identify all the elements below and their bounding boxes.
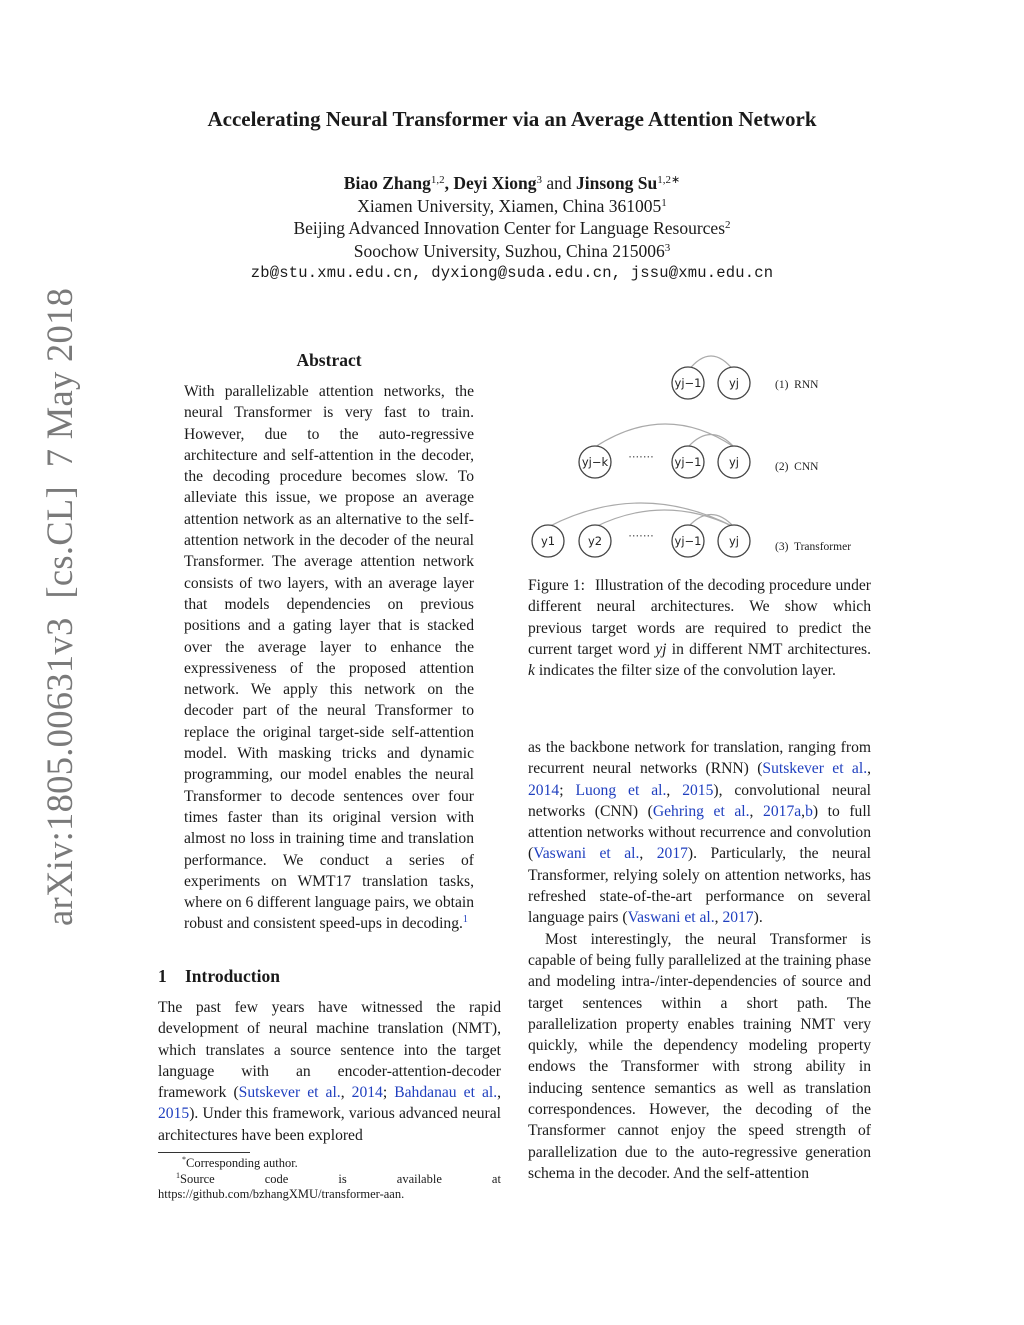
affiliation: Beijing Advanced Innovation Center for Language Resources$^2$ bbox=[293, 218, 731, 238]
citation-link[interactable]: Sutskever et al. bbox=[238, 1084, 341, 1102]
dependency-arc bbox=[595, 424, 734, 447]
footnote-source-code: $^1$Source code is available at bbox=[176, 1170, 501, 1186]
node-label: yj bbox=[728, 455, 740, 469]
section-heading bbox=[158, 966, 280, 987]
citation-link[interactable]: Sutskever et al. bbox=[762, 760, 868, 778]
node-label: y2 bbox=[587, 534, 603, 548]
author-separator: , bbox=[444, 173, 454, 193]
intro-paragraph: The past few years have witnessed the rapid development of neural machine translation (NMT), which translates a source sentence into the target language with an encoder-attention-decoder framework (Sutskever et al., 2014; Bahdanau et al., 2015). Under this framework, various advanced neural architectures have been explored bbox=[158, 999, 502, 1144]
author-superscript: 1,2∗ bbox=[657, 174, 681, 186]
citation-link[interactable]: 2017 bbox=[656, 845, 688, 863]
footnote-url[interactable]: https://github.com/bzhangXMU/transformer-aan. bbox=[158, 1187, 405, 1201]
author-block bbox=[0, 172, 1024, 285]
abstract-body: With parallelizable attention networks, the neural Transformer is very fast to train. However, due to the auto-regressive architecture and self-attention in the decoder, the decoding procedure becomes slow. To alleviate this issue, we propose an average attention network as an alternative to the self-attention network in the decoder of the neural Transformer. The average attention network consists of two layers, with an average layer that models dependencies on previous positions and a gating layer that is stacked over the average layer to enhance the expressiveness of the proposed attention network. We apply this network on the decoder part of the neural Transformer to replace the original target-side self-attention model. With masking tricks and dynamic programming, our model enables the neural Transformer to decode sentences over four times faster than its original version with almost no loss in training time and translation performance. We conduct a series of experiments on WMT17 translation tasks, where on 6 different language pairs, we obtain robust and consistent speed-ups in decoding.$^1$ bbox=[184, 383, 474, 933]
citation-link[interactable]: Vaswani et al. bbox=[533, 845, 640, 863]
row-label: (2) CNN bbox=[775, 461, 819, 473]
math-variable: yj bbox=[655, 640, 667, 658]
citation-link[interactable]: Vaswani et al. bbox=[627, 909, 715, 927]
arxiv-stamp: arXiv:1805.00631v3 [cs.CL] 7 May 2018 bbox=[39, 287, 80, 926]
node-label: yj−1 bbox=[674, 534, 702, 548]
node-label: yj−1 bbox=[674, 455, 702, 469]
footnotes bbox=[158, 1156, 501, 1203]
author-superscript: 3 bbox=[536, 174, 542, 186]
ellipsis-label: ······· bbox=[628, 529, 654, 543]
footnote-corresponding: *Corresponding author. bbox=[182, 1155, 298, 1170]
author-name: Jinsong Su bbox=[576, 173, 658, 193]
figure-caption: Figure 1: Illustration of the decoding procedure under different neural architectures. We show which previous target words are required to predict the current target word yj in different NMT architectures. k indicates the filter size of the convolution layer. bbox=[528, 577, 871, 680]
ellipsis-label: ······· bbox=[628, 450, 654, 464]
citation-link[interactable]: 2015 bbox=[682, 781, 714, 799]
author-name: Deyi Xiong bbox=[453, 173, 537, 193]
citation-link[interactable]: 2017 bbox=[722, 909, 754, 927]
citation-link[interactable]: 2015 bbox=[158, 1105, 190, 1123]
node-label: yj−k bbox=[581, 455, 609, 469]
footnote-marker[interactable]: 1 bbox=[462, 914, 468, 926]
citation-link[interactable]: Bahdanau et al. bbox=[394, 1084, 498, 1102]
footnote-divider bbox=[158, 1152, 250, 1153]
dependency-arc bbox=[595, 510, 734, 527]
node-label: yj bbox=[728, 534, 740, 548]
right-column-text bbox=[528, 737, 871, 1184]
citation-link[interactable]: Gehring et al. bbox=[652, 802, 750, 820]
paper-title: Accelerating Neural Transformer via an Average Attention Network bbox=[207, 107, 817, 131]
row-label: (1) RNN bbox=[775, 379, 819, 391]
affiliation: Xiamen University, Xiamen, China 361005$^1$ bbox=[357, 195, 667, 216]
section-title: Introduction bbox=[185, 966, 280, 986]
node-label: yj−1 bbox=[674, 376, 702, 390]
node-label: yj bbox=[728, 376, 740, 390]
abstract-heading: Abstract bbox=[296, 350, 362, 370]
citation-link[interactable]: 2014 bbox=[528, 781, 560, 799]
paragraph: Most interestingly, the neural Transformer is capable of being fully parallelized at the training phase and modeling intra-/inter-dependencies of source and target sentences within a short path. The parallelization property enables training NMT very quickly, while the dependency modeling property endows the Transformer with strong ability in inducing sentence semantics as well as translation correspondences. However, the decoding of the Transformer cannot enjoy the speed strength of parallelization due to the auto-regressive generation schema in the decoder. And the self-attention bbox=[528, 930, 871, 1182]
node-label: y1 bbox=[540, 534, 556, 548]
author-emails: zb@stu.xmu.edu.cn, dyxiong@suda.edu.cn, jssu@xmu.edu.cn bbox=[250, 264, 774, 282]
section-number: 1 bbox=[158, 966, 167, 986]
row-label: (3) Transformer bbox=[775, 541, 852, 553]
figure-label: Figure 1: bbox=[528, 577, 585, 594]
citation-link[interactable]: Luong et al. bbox=[575, 781, 667, 799]
decoding-diagram bbox=[526, 345, 871, 560]
paragraph: as the backbone network for translation, ranging from recurrent neural networks (RNN) (Sutskever et al., 2014; Luong et al., 2015), convolutional neural networks (CNN) (Gehring et al., 2017a,b) to full attention networks without recurrence and convolution (Vaswani et al., 2017). Particularly, the neural Transformer, relying solely on attention networks, has refreshed state-of-the-art performance on several language pairs (Vaswani et al., 2017). bbox=[528, 739, 872, 927]
dependency-arc bbox=[688, 435, 734, 448]
author-separator: and bbox=[541, 173, 576, 193]
citation-link[interactable]: 2014 bbox=[351, 1084, 383, 1102]
author-name: Biao Zhang bbox=[343, 173, 431, 193]
figure-1 bbox=[526, 345, 871, 560]
author-line bbox=[0, 172, 1024, 195]
citation-link[interactable]: 2017a bbox=[763, 802, 802, 820]
math-variable: k bbox=[528, 662, 535, 680]
citation-link[interactable]: b bbox=[805, 802, 813, 820]
affiliation: Soochow University, Suzhou, China 215006$^3$ bbox=[353, 240, 671, 261]
author-superscript: 1,2 bbox=[430, 174, 445, 186]
